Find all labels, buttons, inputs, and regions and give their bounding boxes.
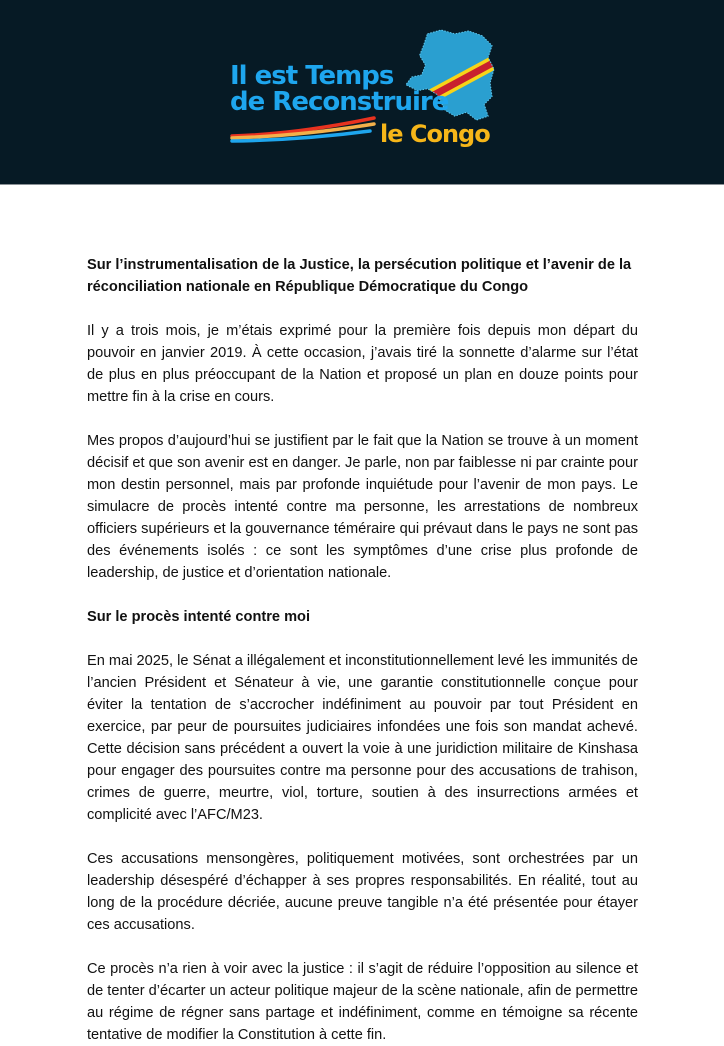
- paragraph: En mai 2025, le Sénat a illégalement et inconstitutionnellement levé les immunités de l’ancien Président et Sénateur à vie, une garantie constitutionnelle conçue pour éviter la tentation de s’accrocher indéfiniment au pouvoir par tout Président en exercice, par peur de poursuites judiciaires infondées une fois son mandat achevé. Cette décision sans précédent a ouvert la voie à une juridiction militaire de Kinshasa pour engager des poursuites contre ma personne pour des accusations de trahison, crimes de guerre, meurtre, viol, torture, soutien à des insurrections armées et complicité avec l’AFC/M23.: [87, 653, 638, 823]
- logo-text-congo: le Congo: [380, 120, 490, 148]
- section-heading: Sur le procès intenté contre moi: [87, 609, 311, 625]
- paragraph: Mes propos d’aujourd’hui se justifient par le fait que la Nation se trouve à un moment décisif et que son avenir est en danger. Je parle, non par faiblesse ni par crainte pour mon destin personnel, mais par profonde inquiétude pour l’avenir de mon pays. Le simulacre de procès intenté contre ma personne, les arrestations de nombreux officiers supérieurs et la gouvernance téméraire qui prévaut dans le pays ne sont pas des événements isolés : ce sont les symptômes d’une crise plus profonde de leadership, de justice et d’orientation nationale.: [87, 433, 638, 581]
- document-title: Sur l’instrumentalisation de la Justice, la persécution politique et l’avenir de la réconciliation nationale en République Démocratique du Congo: [87, 257, 632, 295]
- logo-text-line1: Il est Temps: [230, 61, 394, 91]
- paragraph: Il y a trois mois, je m’étais exprimé pour la première fois depuis mon départ du pouvoir en janvier 2019. À cette occasion, j’avais tiré la sonnette d’alarme sur l’état de plus en plus préoccupant de la Nation et proposé un plan en douze points pour mettre fin à la crise en cours.: [87, 323, 638, 405]
- logo-text-line2: de Reconstruire: [230, 87, 449, 117]
- document-body: [87, 254, 638, 1046]
- campaign-logo: [228, 26, 498, 146]
- paragraph: Ce procès n’a rien à voir avec la justice : il s’agit de réduire l’opposition au silence et de tenter d’écarter un acteur politique majeur de la scène nationale, afin de permettre au régime de régner sans partage et indéfiniment, comme en témoigne sa récente tentative de modifier la Constitution à cette fin.: [87, 961, 638, 1043]
- paragraph: Ces accusations mensongères, politiquement motivées, sont orchestrées par un leadership désespéré d’échapper à ses propres responsabilités. En réalité, tout au long de la procédure décriée, aucune preuve tangible n’a été présentée pour étayer ces accusations.: [87, 851, 638, 933]
- header-banner: [0, 0, 724, 185]
- tricolor-swoosh-icon: [228, 114, 378, 144]
